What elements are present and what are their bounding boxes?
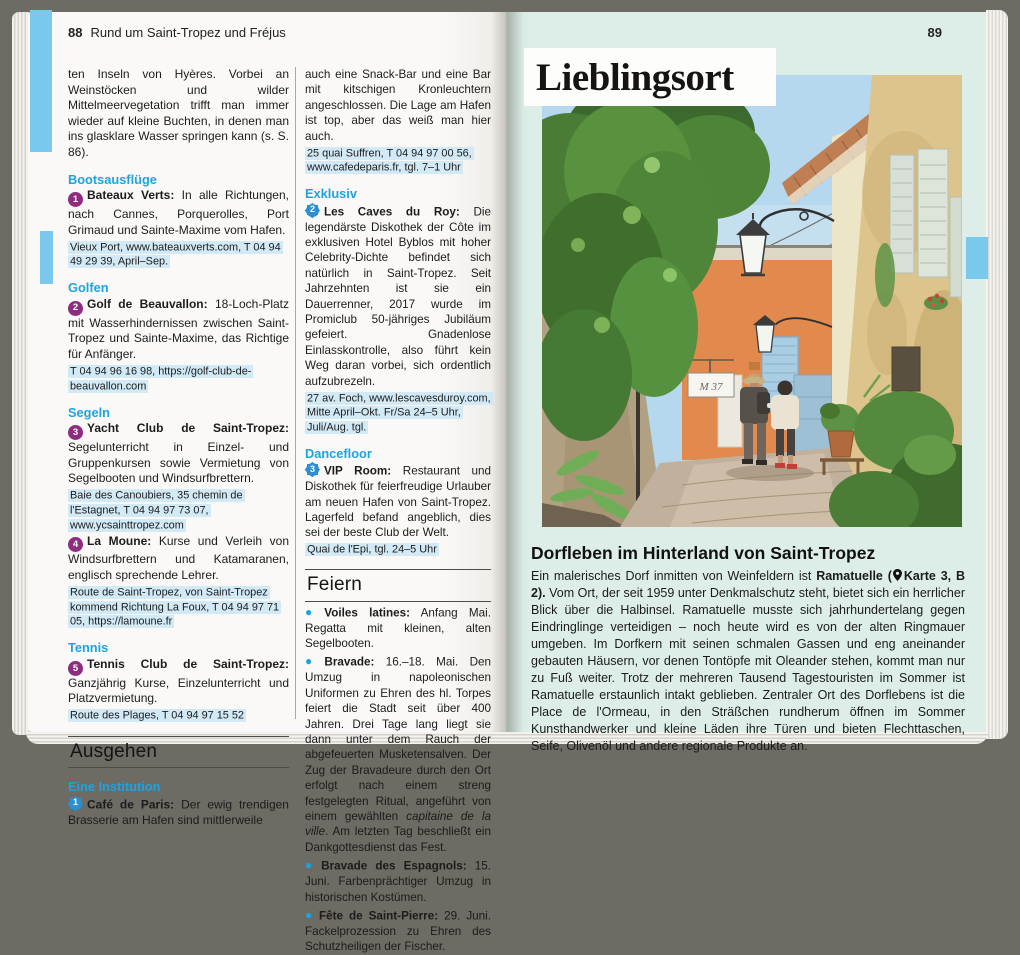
listing-name: La Moune: <box>87 533 152 548</box>
listing-name: Café de Paris: <box>87 797 175 812</box>
listing-tennis-club <box>68 657 289 707</box>
listing-name: Golf de Beauvallon: <box>87 296 208 311</box>
map-marker-2-icon: 2 <box>68 301 83 316</box>
continued-paragraph: auch eine Snack-Bar und eine Bar mit kitschigen Kronleuchtern angeschlossen. Die Lage am Hafen ist top, aber das weiß man hier auch. <box>305 68 491 143</box>
event-bravade-des-espagnols: ● Bravade des Espagnols: 15. Juni. Farbenprächtiger Umzug in historischen Kostümen. <box>305 858 491 904</box>
listing-text: Segelunterricht in Einzel- und Gruppenkursen sowie Vermietung von Segelbooten und Windsurfbrettern. <box>68 440 289 486</box>
section-title-feiern: Feiern <box>305 569 491 601</box>
listing-golf-de-beauvallon <box>68 297 289 363</box>
bullet-icon: ● <box>305 654 321 669</box>
bullet-icon: ● <box>305 907 315 922</box>
section-heading-bootsausfluege: Bootsausflüge <box>68 171 157 187</box>
listing-text: Die legendärste Diskothek der Côte im exklusiven Hotel Byblos mit hoher Celebrity-Dichte befindet sich natürlich in Saint-Tropez. Seit Jahrzehnten ist sie ein Dauerrenner, 2017 wurde im Promiclub 50-jähriges Jubiläum gefeiert. Gnadenlose Einlasskontrolle, also führt kein Weg daran vorbei, sich ordentlich aufzubrezeln. <box>305 205 491 388</box>
listing-text: Ganzjährig Kurse, Einzelunterricht und Platzvermietung. <box>68 675 289 706</box>
page-header <box>68 25 286 40</box>
section-heading-segeln: Segeln <box>68 404 110 420</box>
map-marker-5-icon: 5 <box>68 661 83 676</box>
section-heading-exklusiv: Exklusiv <box>305 186 357 202</box>
map-marker-4-icon: 4 <box>68 537 83 552</box>
listing-text: In alle Richtungen, nach Cannes, Porquerolles, Port Grimaud und Sainte-Maxime vom Hafen. <box>68 188 289 237</box>
page-number-left: 88 <box>68 25 83 40</box>
article-paragraph: Ein malerisches Dorf inmitten von Weinfeldern ist Ramatuelle ( Karte 3, B 2). Vom Ort, der seit 1959 unter Denkmalschutz steht, bietet sich ein herrlicher Blick über die Halbinsel. Ramatuelle musste sich jahrhundertelang gegen Eindringlinge verteidigen – noch heute wird es von der alten Ringmauer umgeben. Im Dorfkern mit seinen schmalen Gassen und eng aneinander gebauten Häusern, vor denen Tontöpfe mit Oleander stehen, kommt man nur zu Fuß weiter. Trotz der mehreren Tausend Tagestouristen im Sommer ist Ramatuelle erstaunlich intakt geblieben. Zentraler Ort des Dorflebens ist die Place de l'Ormeau, in den Sträßchen rundherum öffnen im Sommer Kunsthandwerker und kleine Läden ihre Türen und bieten Flechttaschen, Seife, Olivenöl und andere regionale Produkte an. <box>531 569 965 753</box>
left-column <box>68 62 289 828</box>
contact-info: 27 av. Foch, www.lescavesduroy.com, Mitte April–Okt. Fr/Sa 24–5 Uhr, Juli/Aug. tgl. <box>307 392 491 434</box>
feature-title: Lieblingsort <box>536 55 734 99</box>
contact-info: Route de Saint-Tropez, von Saint-Tropez kommend Richtung La Foux, T 04 94 97 71 05, https://lamoune.fr <box>70 586 280 628</box>
map-marker-1-icon: 1 <box>68 192 83 207</box>
article-heading: Dorfleben im Hinterland von Saint-Tropez <box>531 543 876 563</box>
listing-name: Bateaux Verts: <box>87 188 175 203</box>
section-title-ausgehen: Ausgehen <box>68 736 289 769</box>
open-guidebook <box>12 10 1008 954</box>
page-stack-left <box>12 12 29 735</box>
section-heading-tennis: Tennis <box>68 640 109 656</box>
listing-vip-room <box>305 462 491 541</box>
page-88 <box>28 12 506 954</box>
italic-phrase: capitaine de la ville <box>305 810 491 839</box>
gear-marker-2-icon: 2 <box>305 203 320 218</box>
listing-name: Yacht Club de Saint-Tropez: <box>87 421 289 436</box>
listing-la-moune <box>68 534 289 584</box>
svg-text:M 37: M 37 <box>699 381 723 393</box>
listing-text: Kurse und Verleih von Windsurfbrettern und Katamaranen, englisch sprechende Lehrer. <box>68 533 289 583</box>
contact-info: Quai de l'Epi, tgl. 24–5 Uhr <box>307 543 437 556</box>
listing-yacht-club <box>68 421 289 487</box>
edge-tab-left <box>40 231 53 284</box>
chapter-title: Rund um Saint-Tropez und Fréjus <box>90 25 286 40</box>
page-89 <box>506 12 986 753</box>
event-fete-de-saint-pierre: ● Fête de Saint-Pierre: 29. Juni. Fackelprozession zu Ehren des Schutzheiligen der Fischer. <box>305 907 492 954</box>
section-heading-eine-institution: Eine Institution <box>68 779 161 795</box>
listing-name: Tennis Club de Saint-Tropez: <box>87 657 289 671</box>
contact-info: Route des Plages, T 04 94 97 15 52 <box>70 709 244 722</box>
map-reference: Karte 3, B 2). <box>531 569 965 600</box>
bullet-icon: ● <box>305 604 321 619</box>
section-heading-dancefloor: Dancefloor <box>305 445 372 461</box>
map-marker-3-icon: 3 <box>68 425 83 440</box>
listing-bateaux-verts <box>68 188 289 238</box>
intro-paragraph: ten Inseln von Hyères. Vorbei an Weinstöcken und wilder Mittelmeervegetation trifft man immer wieder auf kleine Buchten, in denen man ins glasklare Wasser springen kann (s. S. 86). <box>68 67 289 159</box>
listing-text: Der ewig trendigen Brasserie am Hafen sind mittlerweile <box>68 797 289 827</box>
listing-name: VIP Room: <box>324 464 392 478</box>
gear-marker-3-icon: 3 <box>305 462 320 477</box>
village-alley-illustration <box>542 75 962 527</box>
page-number-right: 89 <box>927 25 942 40</box>
contact-info: T 04 94 96 16 98, https://golf-club-de-beauvallon.com <box>70 365 252 393</box>
column-divider <box>295 67 296 719</box>
feature-title-band <box>524 48 776 106</box>
listing-name: Les Caves du Roy: <box>324 205 460 219</box>
edge-tab-chapter <box>30 10 52 152</box>
listing-text: 18-Loch-Platz mit Wasserhindernissen zwischen Saint-Tropez und Sainte-Maxime, das Richtige für Anfänger. <box>68 296 289 361</box>
gear-marker-1-icon: 1 <box>68 796 83 811</box>
middle-column <box>305 62 491 955</box>
contact-info: 25 quai Suffren, T 04 94 97 00 56, www.cafedeparis.fr, tgl. 7–1 Uhr <box>307 147 472 174</box>
village-alley-photo <box>542 75 962 527</box>
bullet-icon: ● <box>305 858 318 873</box>
edge-tab-right <box>966 237 988 279</box>
contact-info: Vieux Port, www.bateauxverts.com, T 04 94 49 29 39, April–Sep. <box>70 241 281 268</box>
listing-cafe-de-paris <box>68 796 289 829</box>
event-voiles-latines: ● Voiles latines: Anfang Mai. Regatta mit kleinen, alten Segelbooten. <box>305 604 492 651</box>
place-name: Ramatuelle ( <box>816 569 892 583</box>
contact-info: Baie des Canoubiers, 35 chemin de l'Estagnet, T 04 94 97 73 07, www.ycsainttropez.com <box>70 489 243 532</box>
listing-text: Restaurant und Diskothek für feierfreudige Urlauber am neuen Hafen von Saint-Tropez. Lagerfeld befand angeblich, dies sei der beste Club der Welt. <box>305 464 491 540</box>
event-bravade: ● Bravade: 16.–18. Mai. Den Umzug in napoleonischen Uniformen zu Ehren des hl. Torpes feiert die Stadt seit über 400 Jahren. Drei Tage lang liegt sie dann unter dem Rauch der abgefeuerten Musketensalven. Der Zug der Bravadeure durch den Ort erfolgt nach einem streng festgelegten Ritual, angeführt von einem gewählten capitaine de la ville. Am letzten Tag beschließt ein Dankgottesdienst das Fest. <box>305 654 492 854</box>
listing-les-caves-du-roy <box>305 203 491 389</box>
section-heading-golfen: Golfen <box>68 280 109 296</box>
page-stack-right <box>986 10 1008 739</box>
map-pin-icon <box>893 569 902 581</box>
